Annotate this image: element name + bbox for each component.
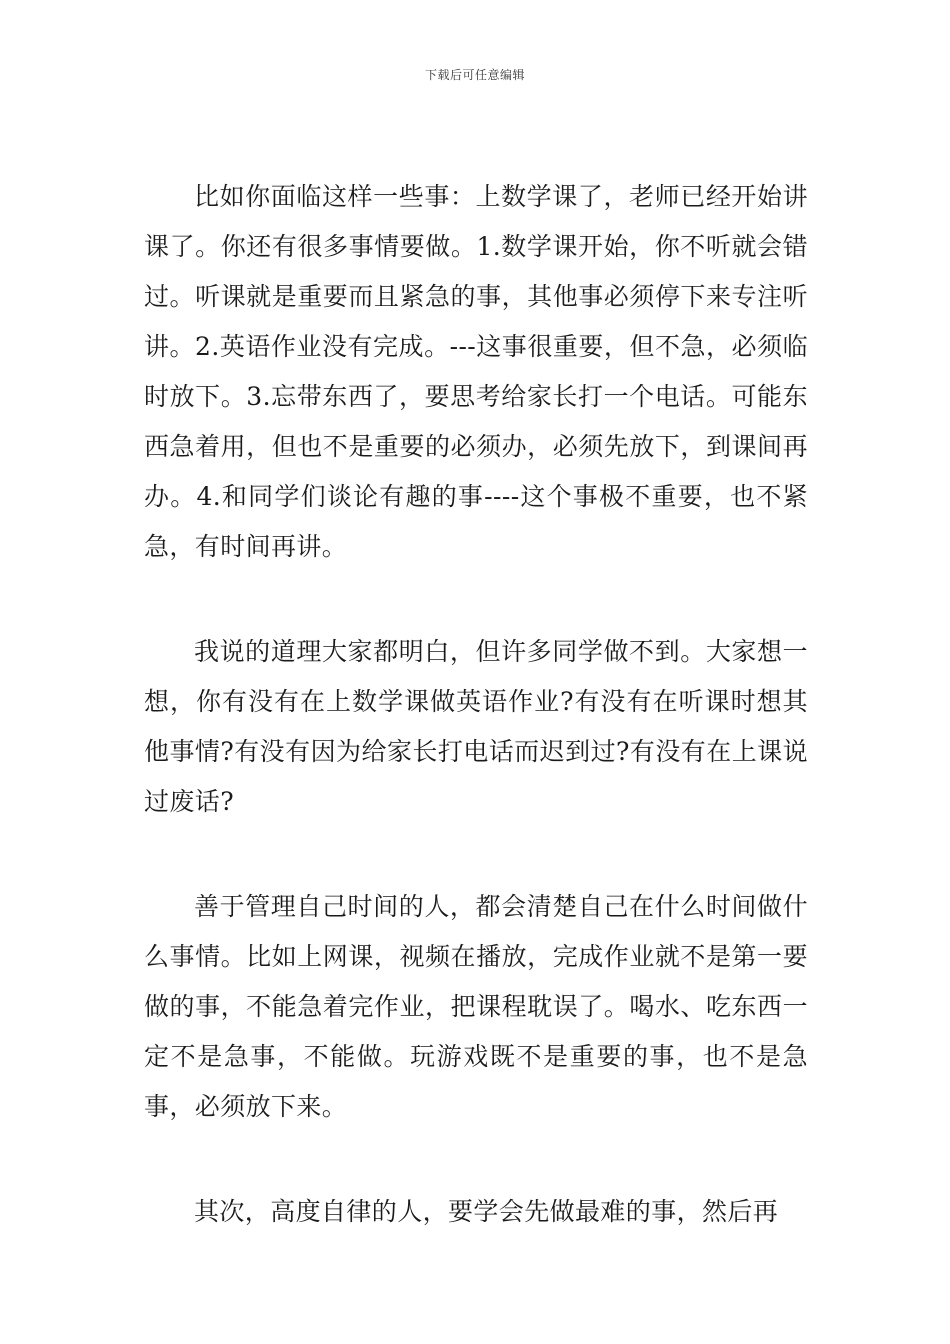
document-body [144, 172, 808, 1292]
paragraph-3: 善于管理自己时间的人，都会清楚自己在什么时间做什么事情。比如上网课，视频在播放，完成作业就不是第一要做的事，不能急着完作业，把课程耽误了。喝水、吃东西一定不是急事，不能做。玩游戏既不是重要的事，也不是急事，必须放下来。 [144, 892, 808, 1121]
page-header-note: 下载后可任意编辑 [424, 68, 525, 82]
paragraph-2: 我说的道理大家都明白，但许多同学做不到。大家想一想，你有没有在上数学课做英语作业?有没有在听课时想其他事情?有没有因为给家长打电话而迟到过?有没有在上课说过废话? [144, 637, 808, 816]
paragraph-1: 比如你面临这样一些事：上数学课了，老师已经开始讲课了。你还有很多事情要做。1.数学课开始，你不听就会错过。听课就是重要而且紧急的事，其他事必须停下来专注听讲。2.英语作业没有完成。---这事很重要，但不急，必须临时放下。3.忘带东西了，要思考给家长打一个电话。可能东西急着用，但也不是重要的必须办，必须先放下，到课间再办。4.和同学们谈论有趣的事----这个事极不重要，也不紧急，有时间再讲。 [144, 182, 808, 561]
paragraph-4: 其次，高度自律的人，要学会先做最难的事，然后再 [194, 1197, 779, 1226]
